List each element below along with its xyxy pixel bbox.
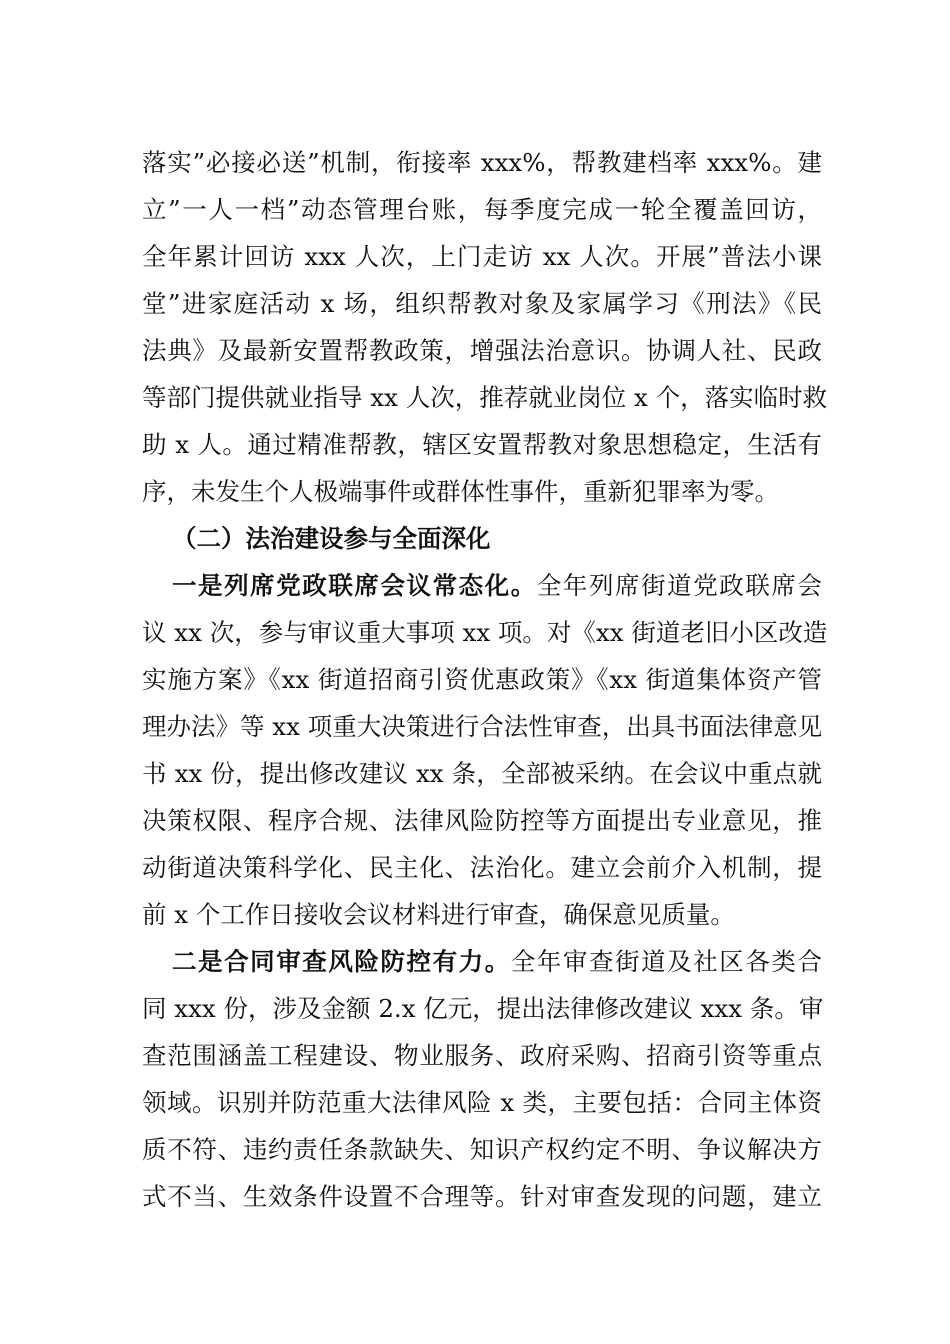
paragraph-lead: 一是列席党政联席会议常态化。: [172, 571, 537, 600]
paragraph-lead-rest: 全年审查街道及社区各类合: [510, 947, 822, 976]
paragraph-first-line: [172, 566, 822, 606]
body-text-line: 前 x 个工作日接收会议材料进行审查，确保意见质量。: [142, 900, 735, 929]
body-text-line: 堂”进家庭活动 x 场，组织帮教对象及家属学习《刑法》《民: [142, 289, 822, 318]
body-text-line: 质不符、违约责任条款缺失、知识产权约定不明、争议解决方: [142, 1135, 822, 1164]
body-text-line: 落实”必接必送”机制，衔接率 xxx%，帮教建档率 xxx%。建: [142, 148, 822, 177]
body-text-line: 动街道决策科学化、民主化、法治化。建立会前介入机制，提: [142, 853, 822, 882]
body-text-line: 助 x 人。通过精准帮教，辖区安置帮教对象思想稳定，生活有: [142, 430, 822, 459]
body-text-line: 立”一人一档”动态管理台账，每季度完成一轮全覆盖回访，: [142, 195, 822, 224]
body-text-line: 领域。识别并防范重大法律风险 x 类，主要包括：合同主体资: [142, 1088, 822, 1117]
paragraph-lead-rest: 全年列席街道党政联席会: [536, 571, 822, 600]
body-text-line: 理办法》等 xx 项重大决策进行合法性审查，出具书面法律意见: [142, 712, 823, 741]
body-text-line: 同 xxx 份，涉及金额 2.x 亿元，提出法律修改建议 xxx 条。审: [142, 994, 824, 1023]
body-text-line: 等部门提供就业指导 xx 人次，推荐就业岗位 x 个，落实临时救: [142, 383, 828, 412]
body-text-line: 书 xx 份，提出修改建议 xx 条，全部被采纳。在会议中重点就: [142, 759, 822, 788]
body-text-line: 实施方案》《xx 街道招商引资优惠政策》《xx 街道集体资产管: [142, 665, 822, 694]
body-text-line: 全年累计回访 xxx 人次，上门走访 xx 人次。开展”普法小课: [142, 242, 822, 271]
body-text-line: 法典》及最新安置帮教政策，增强法治意识。协调人社、民政: [142, 336, 822, 365]
paragraph-first-line: [172, 942, 822, 982]
section-heading: （二）法治建设参与全面深化: [172, 524, 491, 553]
body-text-line: 序，未发生个人极端事件或群体性事件，重新犯罪率为零。: [142, 477, 779, 506]
body-text-line: 决策权限、程序合规、法律风险防控等方面提出专业意见，推: [142, 806, 822, 835]
paragraph-lead: 二是合同审查风险防控有力。: [172, 947, 511, 976]
body-text-line: 式不当、生效条件设置不合理等。针对审查发现的问题，建立: [142, 1182, 822, 1211]
body-text-line: 查范围涵盖工程建设、物业服务、政府采购、招商引资等重点: [142, 1041, 822, 1070]
body-text-line: 议 xx 次，参与审议重大事项 xx 项。对《xx 街道老旧小区改造: [142, 618, 828, 647]
